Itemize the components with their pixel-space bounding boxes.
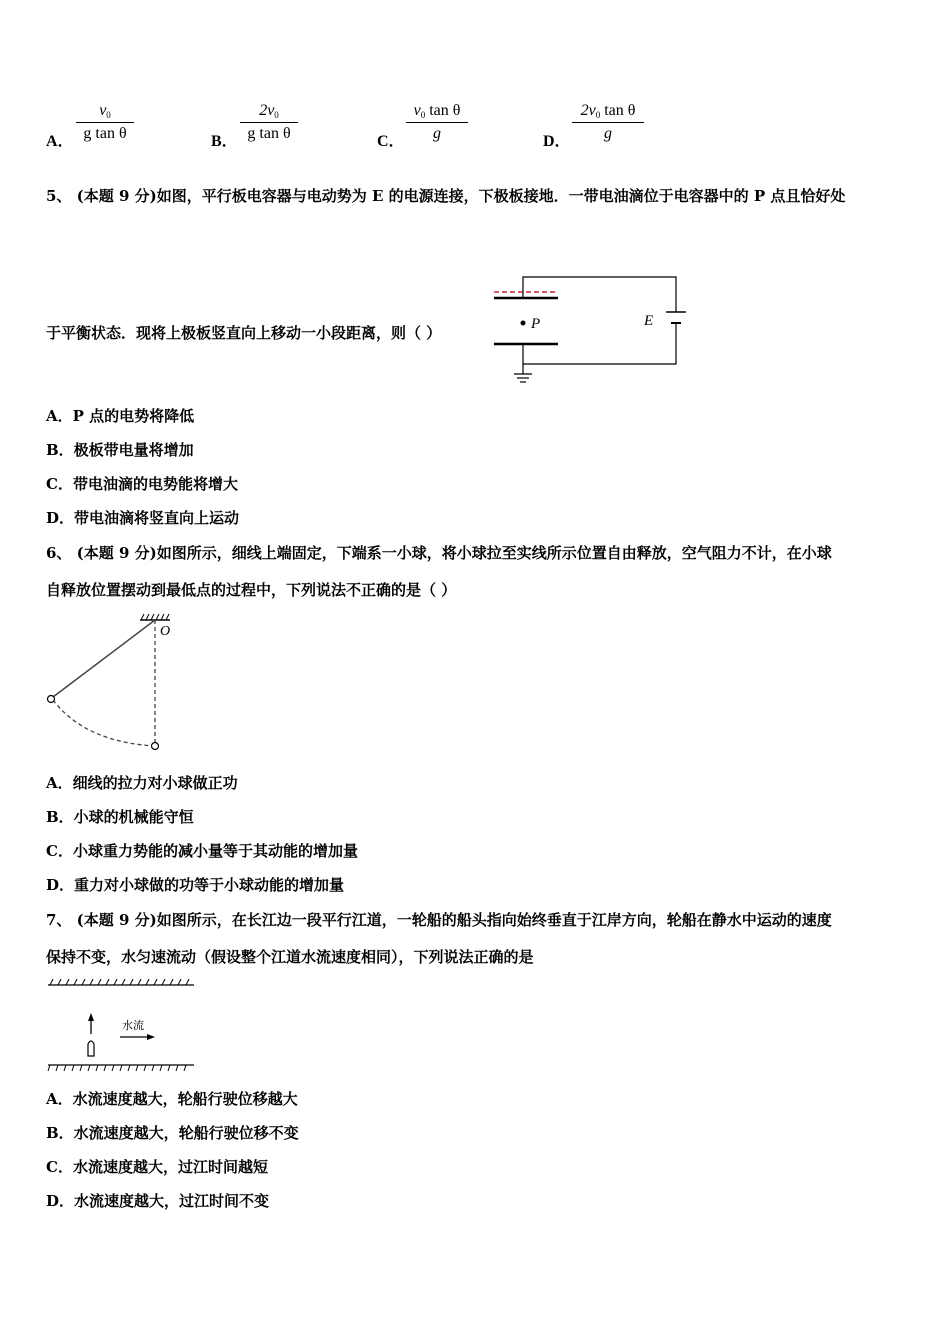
right-arrow-head-icon [147,1034,155,1040]
point-p-dot [521,321,526,326]
q6-stem-line1: 6、 (本题 9 分)如图所示，细线上端固定，下端系一小球，将小球拉至实线所示位置自由释放，空气阻力不计，在小球 [46,544,832,562]
bank-top-hatch [50,979,189,985]
q4-d-sub: 0 [595,110,601,120]
q7-option-c[interactable]: C．水流速度越大，过江时间越短 [46,1158,268,1176]
ball-lowest [152,743,159,750]
q6-option-c[interactable]: C．小球重力势能的减小量等于其动能的增加量 [46,842,358,860]
q4-b-num: 2v [259,102,275,119]
q4-d-num-tail: tan θ [600,102,636,119]
q4-option-c-fraction[interactable] [406,101,468,144]
q4-option-a-label: A． [46,133,74,150]
fraction-bar [406,122,468,123]
q4-a-num: v [99,102,107,119]
q5-stem-line1: 5、 (本题 9 分)如图，平行板电容器与电动势为 E 的电源连接，下极板接地．一带电油滴位于电容器中的 P 点且恰好处 [46,187,846,205]
q5-option-c[interactable]: C．带电油滴的电势能将增大 [46,475,238,493]
ceiling-hatch [141,614,169,620]
q4-option-a-fraction[interactable] [76,101,134,144]
q7-option-a[interactable]: A．水流速度越大，轮船行驶位移越大 [46,1090,298,1108]
q4-a-den: g tan θ [83,125,127,142]
q4-c-num-tail: tan θ [425,102,461,119]
q5-option-a[interactable]: A．P 点的电势将降低 [46,407,195,425]
q4-option-d-label: D． [543,133,571,150]
q4-option-b-fraction[interactable] [240,101,298,144]
ball-release [48,696,55,703]
q6-option-a[interactable]: A．细线的拉力对小球做正功 [46,774,238,792]
q7-stem-line2: 保持不变，水匀速流动（假设整个江道水流速度相同），下列说法正确的是 [46,948,534,966]
q5-option-d[interactable]: D．带电油滴将竖直向上运动 [46,509,240,527]
circuit-wire-top [523,277,676,312]
q4-b-sub: 0 [274,110,279,120]
q6-option-b[interactable]: B．小球的机械能守恒 [46,808,194,826]
q6-option-d[interactable]: D．重力对小球做的功等于小球动能的增加量 [46,876,345,894]
fraction-bar [240,122,298,123]
up-arrow-head-icon [88,1013,94,1021]
label-p: P [531,316,541,332]
q4-c-den: g [433,125,441,142]
q7-stem-line1: 7、 (本题 9 分)如图所示，在长江边一段平行江道，一轮船的船头指向始终垂直于江岸方向，轮船在静水中运动的速度 [46,911,832,929]
swing-path-arc [53,700,155,746]
q4-a-sub: 0 [106,110,111,120]
q5-capacitor-circuit-figure [486,268,692,390]
q5-option-b[interactable]: B．极板带电量将增加 [46,441,194,459]
label-water-flow: 水流 [122,1019,144,1032]
q7-river-figure [44,976,200,1076]
q5-stem-line2: 于平衡状态．现将上极板竖直向上移动一小段距离，则（ ） [46,324,442,342]
q7-option-d[interactable]: D．水流速度越大，过江时间不变 [46,1192,270,1210]
q4-c-num: v [413,102,421,119]
pendulum-string [53,620,155,697]
q6-stem-line2: 自释放位置摆动到最低点的过程中，下列说法不正确的是（ ） [46,581,457,599]
q4-option-b-label: B． [211,133,238,150]
fraction-bar [76,122,134,123]
label-o: O [160,624,171,639]
bank-bottom-hatch [48,1065,186,1071]
q4-c-sub: 0 [420,110,426,120]
label-e: E [644,313,654,329]
q4-d-den: g [604,125,612,142]
q4-b-den: g tan θ [247,125,291,142]
q4-option-c-label: C． [377,133,405,150]
q4-option-d-fraction[interactable] [572,101,644,144]
q4-d-num: 2v [580,102,596,119]
q7-option-b[interactable]: B．水流速度越大，轮船行驶位移不变 [46,1124,299,1142]
fraction-bar [572,122,644,123]
boat-icon [88,1041,94,1056]
q6-pendulum-figure [40,612,190,758]
